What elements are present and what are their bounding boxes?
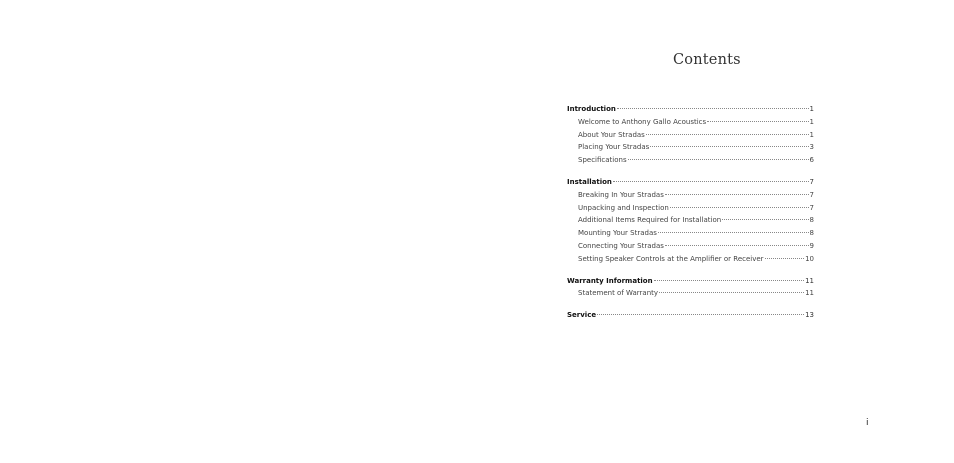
toc-page-number: 9 xyxy=(809,241,814,250)
dot-leader xyxy=(665,194,809,195)
page-title: Contents xyxy=(673,52,741,68)
toc-section-installation xyxy=(567,176,814,266)
toc-entry-label: Connecting Your Stradas xyxy=(578,241,664,250)
toc-heading-label: Service xyxy=(567,311,597,320)
toc-page-number: 7 xyxy=(809,190,814,199)
toc-page-number: 1 xyxy=(809,105,814,113)
toc-heading-label: Introduction xyxy=(567,105,616,113)
dot-leader xyxy=(597,314,804,315)
toc-entry-row[interactable] xyxy=(567,253,814,266)
toc-section-service xyxy=(567,309,814,322)
toc-page-number: 3 xyxy=(809,143,814,152)
dot-leader xyxy=(654,280,804,281)
dot-leader xyxy=(665,245,809,246)
toc-entry-row[interactable] xyxy=(567,189,814,202)
toc-entry-label: Statement of Warranty xyxy=(578,289,659,298)
table-of-contents xyxy=(567,103,814,331)
dot-leader xyxy=(650,146,808,147)
toc-entry-row[interactable] xyxy=(567,116,814,129)
page-folio: i xyxy=(866,418,869,428)
toc-entry-row[interactable] xyxy=(567,154,814,167)
contents-page xyxy=(477,0,954,463)
toc-heading-row[interactable] xyxy=(567,275,814,288)
dot-leader xyxy=(613,181,809,182)
toc-page-number: 7 xyxy=(809,203,814,212)
toc-entry-label: Breaking In Your Stradas xyxy=(578,190,664,199)
toc-entry-row[interactable] xyxy=(567,240,814,253)
toc-entry-row[interactable] xyxy=(567,202,814,215)
toc-section-introduction xyxy=(567,103,814,167)
toc-entry-row[interactable] xyxy=(567,214,814,227)
toc-heading-label: Warranty Information xyxy=(567,276,653,285)
toc-entry-label: Additional Items Required for Installation xyxy=(578,216,722,225)
dot-leader xyxy=(658,232,809,233)
dot-leader xyxy=(707,121,808,122)
dot-leader xyxy=(628,159,809,160)
toc-entry-label: Specifications xyxy=(578,156,627,165)
dot-leader xyxy=(659,292,804,293)
toc-entry-row[interactable] xyxy=(567,227,814,240)
toc-heading-row[interactable] xyxy=(567,176,814,189)
toc-page-number: 1 xyxy=(809,117,814,126)
toc-heading-label: Installation xyxy=(567,177,612,186)
toc-entry-label: Placing Your Stradas xyxy=(578,143,650,152)
toc-page-number: 6 xyxy=(809,156,814,165)
toc-entry-row[interactable] xyxy=(567,141,814,154)
toc-page-number: 8 xyxy=(809,229,814,238)
toc-page-number: 11 xyxy=(805,289,814,298)
dot-leader xyxy=(617,108,809,109)
toc-page-number: 13 xyxy=(805,311,814,320)
toc-page-number: 1 xyxy=(809,130,814,139)
toc-heading-row[interactable] xyxy=(567,309,814,322)
dot-leader xyxy=(722,219,808,220)
toc-entry-row[interactable] xyxy=(567,287,814,300)
toc-entry-label: Welcome to Anthony Gallo Acoustics xyxy=(578,117,707,126)
toc-entry-label: Mounting Your Stradas xyxy=(578,229,657,238)
toc-heading-row[interactable] xyxy=(567,103,814,116)
toc-page-number: 7 xyxy=(809,177,814,186)
dot-leader xyxy=(670,207,809,208)
toc-page-number: 10 xyxy=(805,254,814,263)
dot-leader xyxy=(765,258,805,259)
toc-page-number: 11 xyxy=(805,276,814,285)
dot-leader xyxy=(646,134,809,135)
toc-entry-label: About Your Stradas xyxy=(578,130,645,139)
toc-entry-label: Unpacking and Inspection xyxy=(578,203,669,212)
toc-page-number: 8 xyxy=(809,216,814,225)
toc-entry-label: Setting Speaker Controls at the Amplifier or Receiver xyxy=(578,254,764,263)
toc-entry-row[interactable] xyxy=(567,129,814,142)
toc-section-warranty xyxy=(567,275,814,301)
